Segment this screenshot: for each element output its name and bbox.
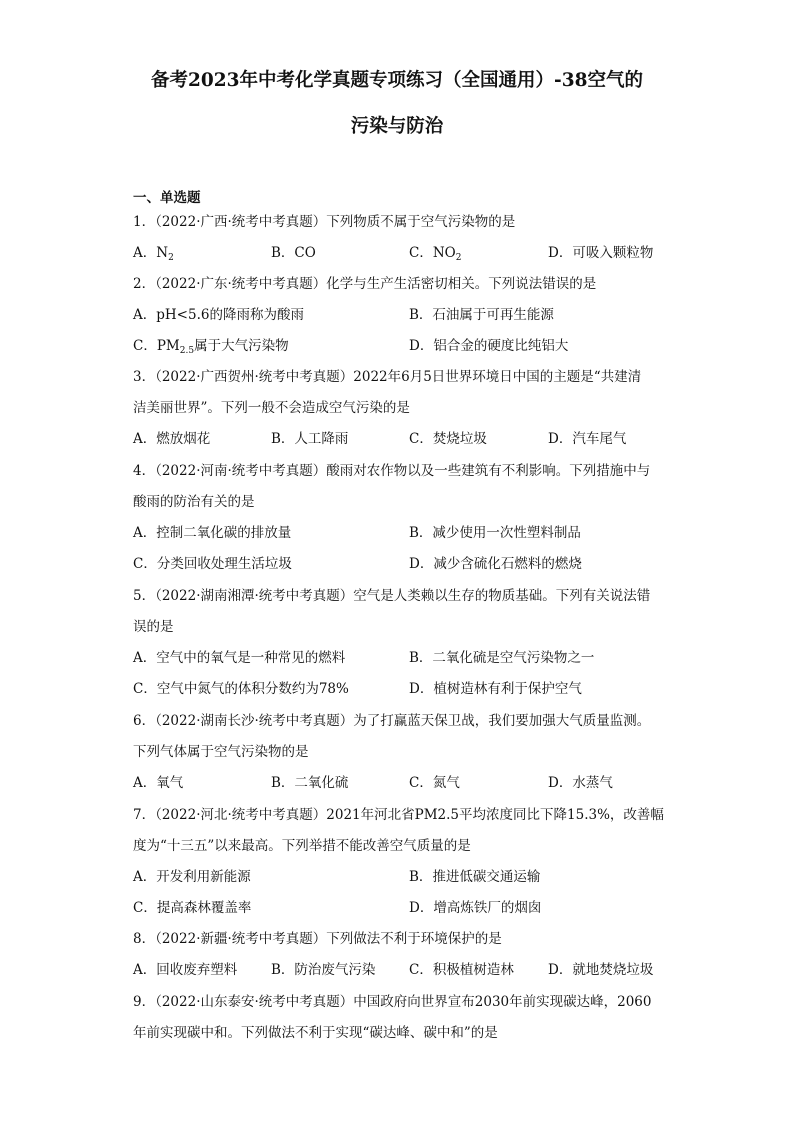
question-6-text-line1: 6．（2022·湖南长沙·统考中考真题）为了打赢蓝天保卫战，我们要加强大气质量监测。 [133, 713, 651, 729]
option-d: D．水蒸气 [548, 775, 613, 791]
option-c: C．氮气 [409, 775, 460, 791]
section-heading: 一、单选题 [133, 190, 201, 206]
option-a: A．控制二氧化碳的排放量 [133, 525, 292, 541]
question-5-text-line1: 5．（2022·湖南湘潭·统考中考真题）空气是人类赖以生存的物质基础。下列有关说法错 [133, 588, 651, 604]
option-d: D．减少含硫化石燃料的燃烧 [409, 556, 582, 572]
question-7-options-row1 [133, 867, 663, 887]
question-1-text: 1．（2022·广西·统考中考真题）下列物质不属于空气污染物的是 [133, 214, 516, 230]
question-3-text-line2: 洁美丽世界”。下列一般不会造成空气污染的是 [133, 400, 410, 416]
question-7-options-row2 [133, 898, 663, 918]
option-c: C．焚烧垃圾 [409, 431, 487, 447]
option-a: A．回收废弃塑料 [133, 962, 238, 978]
option-d: D．汽车尾气 [548, 431, 627, 447]
question-9-text-line2: 年前实现碳中和。下列做法不利于实现“碳达峰、碳中和”的是 [133, 1025, 498, 1041]
option-d: D．植树造林有利于保护空气 [409, 681, 582, 697]
option-b: B．减少使用一次性塑料制品 [409, 525, 581, 541]
question-2-options-row2 [133, 336, 663, 356]
question-8-text: 8．（2022·新疆·统考中考真题）下列做法不利于环境保护的是 [133, 931, 502, 947]
question-1-options [133, 243, 663, 263]
option-a: A．氧气 [133, 775, 184, 791]
question-5-options-row2 [133, 679, 663, 699]
option-c: C．$NO_2$ [409, 245, 462, 263]
option-d: D．就地焚烧垃圾 [548, 962, 654, 978]
option-a: A．pH<5.6的降雨称为酸雨 [133, 307, 304, 323]
question-4-text-line2: 酸雨的防治有关的是 [133, 494, 255, 510]
option-c: C．$PM_{2.5}$属于大气污染物 [133, 338, 289, 356]
option-b: B．人工降雨 [271, 431, 349, 447]
option-b: B．防治废气污染 [271, 962, 376, 978]
question-7-text-line2: 度为“十三五”以来最高。下列举措不能改善空气质量的是 [133, 838, 471, 854]
option-b: B．二氧化硫是空气污染物之一 [409, 650, 595, 666]
question-5-options-row1 [133, 648, 663, 668]
document-title-line2: 污染与防治 [350, 116, 444, 137]
question-6-text-line2: 下列气体属于空气污染物的是 [133, 744, 309, 760]
option-c: C．积极植树造林 [409, 962, 514, 978]
option-c: C．提高森林覆盖率 [133, 900, 252, 916]
document-title-line1: 备考2023年中考化学真题专项练习（全国通用）-38空气的 [151, 70, 643, 91]
option-a: A．空气中的氧气是一种常见的燃料 [133, 650, 346, 666]
option-a: A．燃放烟花 [133, 431, 211, 447]
option-c: C．分类回收处理生活垃圾 [133, 556, 292, 572]
option-b: B．CO [271, 245, 316, 261]
question-2-text: 2．（2022·广东·统考中考真题）化学与生产生活密切相关。下列说法错误的是 [133, 276, 597, 292]
question-8-options [133, 960, 663, 980]
option-b: B．推进低碳交通运输 [409, 869, 541, 885]
question-3-text-line1: 3．（2022·广西贺州·统考中考真题）2022年6月5日世界环境日中国的主题是“共建清 [133, 369, 642, 385]
question-5-text-line2: 误的是 [133, 619, 174, 635]
option-b: B．石油属于可再生能源 [409, 307, 554, 323]
option-d: D．可吸入颗粒物 [548, 245, 654, 261]
question-6-options [133, 773, 663, 793]
question-9-text-line1: 9．（2022·山东泰安·统考中考真题）中国政府向世界宣布2030年前实现碳达峰，2060 [133, 994, 652, 1010]
question-2-options-row1 [133, 305, 663, 325]
option-c: C．空气中氮气的体积分数约为78% [133, 681, 349, 697]
option-d: D．增高炼铁厂的烟囱 [409, 900, 542, 916]
option-a: A．$N_2$ [133, 245, 174, 263]
question-4-options-row1 [133, 523, 663, 543]
option-d: D．铝合金的硬度比纯铝大 [409, 338, 569, 354]
question-4-options-row2 [133, 554, 663, 574]
question-7-text-line1: 7．（2022·河北·统考中考真题）2021年河北省PM2.5平均浓度同比下降15.3%，改善幅 [133, 807, 664, 823]
question-3-options [133, 429, 663, 449]
question-4-text-line1: 4．（2022·河南·统考中考真题）酸雨对农作物以及一些建筑有不利影响。下列措施中与 [133, 463, 651, 479]
option-b: B．二氧化硫 [271, 775, 349, 791]
option-a: A．开发利用新能源 [133, 869, 251, 885]
